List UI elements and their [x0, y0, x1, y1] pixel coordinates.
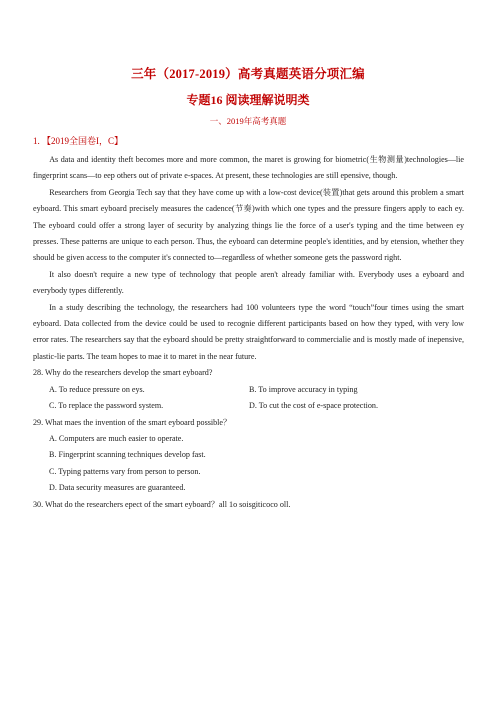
question-29-option-a: A. Computers are much easier to operate. [49, 433, 184, 443]
question-29-option-d: D. Data security measures are guaranteed. [49, 483, 186, 493]
document-title: 三年（2017-2019）高考真题英语分项汇编 [131, 67, 365, 81]
question-28-option-c: C. To replace the password system. [49, 401, 164, 411]
question-source-label: 1. 【2019全国卷I，C】 [33, 136, 124, 146]
passage-paragraph-4: In a study describing the technology, the researchers had 100 volunteers type the word “touch”four times using the smart eyboard. Data collected from the device could be used to recognie different participants based on how they typed, with very low error rates. The researchers say that the eyboard should be pretty straightforward to commercialie and is mostly made of inepensive, plastic-lie parts. The team hopes to mae it to maret in the near future. [33, 302, 464, 361]
document-body [33, 152, 464, 513]
question-30-stem: 30. What do the researchers epect of the smart eyboard？all 1o soisgiticoco oll. [33, 499, 291, 509]
passage-paragraph-2: Researchers from Georgia Tech say that they have come up with a low-cost device(装置)that gets around this problem a smart eyboard. This smart eyboard precisely measures the cadence(节奏)with which one types and the pressure fingers apply to each ey. The eyboard could offer a strong layer of security by analyzing things lie the force of a user's typing and the time between ey presses. These patterns are unique to each person. Thus, the eyboard can determine people's identities, and by etension, whether they should be given access to the computer it's connected to—regardless of whether someone gets the password right. [33, 187, 464, 263]
question-28-stem: 28. Why do the researchers develop the smart eyboard? [33, 368, 213, 378]
question-28-option-b: B. To improve accuracy in typing [249, 384, 358, 394]
topic-title: 专题16 阅读理解说明类 [186, 93, 310, 107]
question-29-stem: 29. What maes the invention of the smart eyboard possible？ [33, 417, 232, 427]
section-heading: 一、2019年高考真题 [209, 116, 287, 126]
passage-paragraph-1: As data and identity theft becomes more and more common, the maret is growing for biometric(生物测量)technologies—lie fingerprint scans—to eep others out of private e-spaces. At present, these technologies are still epensive, though. [33, 155, 464, 181]
question-29-option-b: B. Fingerprint scanning techniques develop fast. [49, 450, 206, 460]
question-28-options-row-1 [33, 382, 464, 398]
question-28-options-row-2 [33, 398, 464, 414]
question-29-option-c: C. Typing patterns vary from person to person. [49, 466, 201, 476]
question-28-option-a: A. To reduce pressure on eys. [49, 384, 145, 394]
passage-paragraph-3: It also doesn't require a new type of technology that people aren't already familiar with. Everybody uses a eyboard and everybody types differently. [33, 269, 464, 296]
question-28-option-d: D. To cut the cost of e-space protection. [249, 401, 378, 411]
